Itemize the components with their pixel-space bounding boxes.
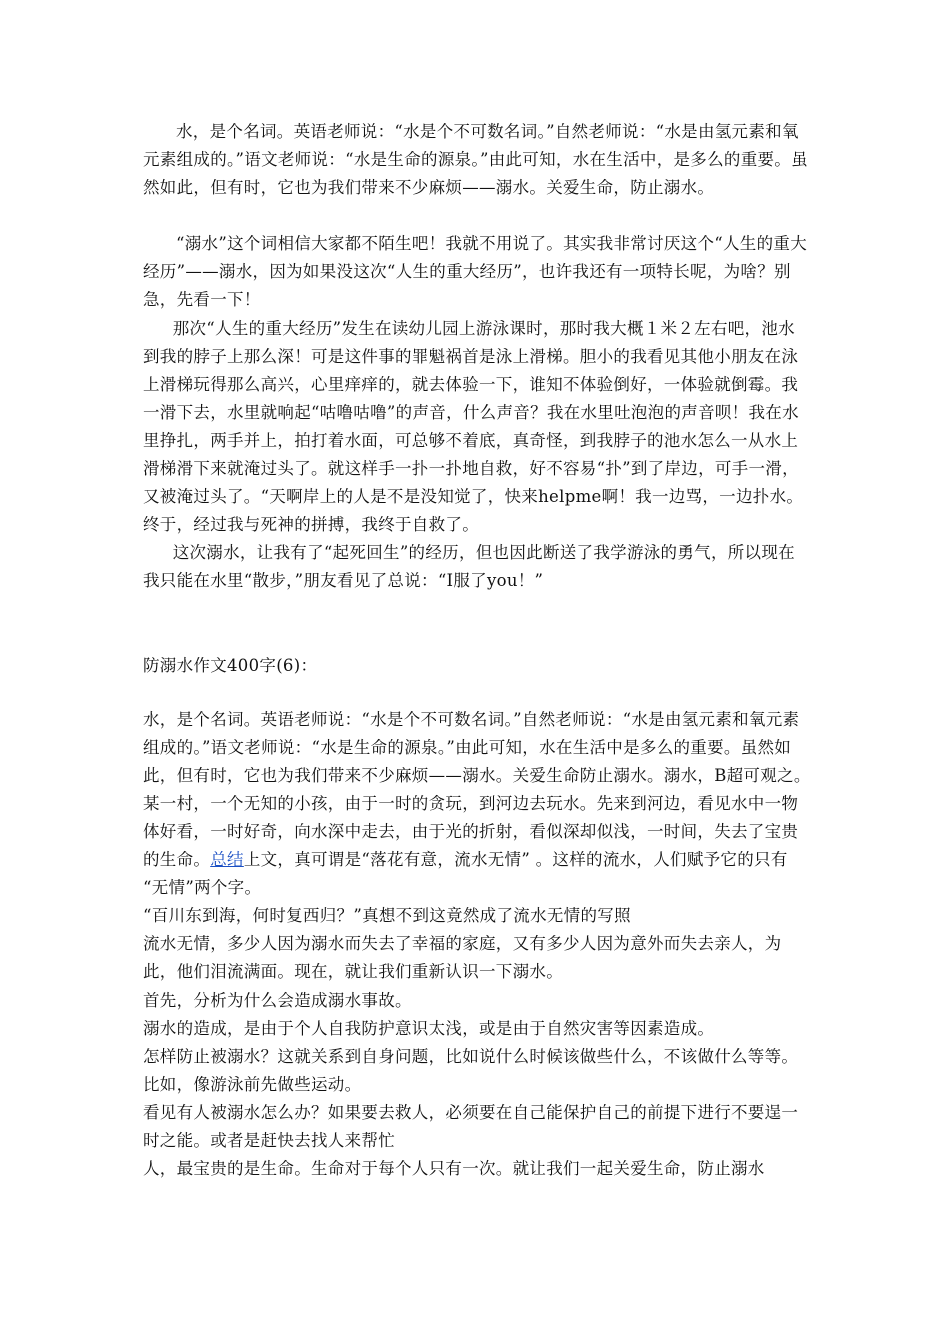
essay1-paragraph-1: 水，是个名词。英语老师说：“水是个不可数名词。”自然老师说：“水是由氢元素和氧元素组成的。”语文老师说：“水是生命的源泉。”由此可知，水在生活中，是多么的重要。虽然如此，但有时，它也为我们带来不少麻烦——溺水。关爱生命，防止溺水。 <box>143 122 808 198</box>
essay2-paragraph-4: 流水无情，多少人因为溺水而失去了幸福的家庭，又有多少人因为意外而失去亲人，为此，他们泪流满面。现在，就让我们重新认识一下溺水。 <box>143 934 782 982</box>
essay1-paragraph-2: “溺水”这个词相信大家都不陌生吧！我就不用说了。其实我非常讨厌这个“人生的重大经历”——溺水，因为如果没这次“人生的重大经历”，也许我还有一项特长呢，为啥？别急，先看一下！ <box>143 234 808 310</box>
document-page <box>143 118 811 1183</box>
essay2-paragraph-7: 怎样防止被溺水？这就关系到自身问题，比如说什么时候该做些什么，不该做什么等等。比如，像游泳前先做些运动。 <box>143 1046 799 1094</box>
essay2-paragraph-8: 看见有人被溺水怎么办？如果要去救人，必须要在自己能保护自己的前提下进行不要逞一时之能。或者是赶快去找人来帮忙 <box>143 1102 799 1150</box>
essay1-paragraph-3: 那次“人生的重大经历”发生在读幼儿园上游泳课时，那时我大概１米２左右吧，池水到我的脖子上那么深！可是这件事的罪魁祸首是泳上滑梯。胆小的我看见其他小朋友在泳上滑梯玩得那么高兴，心里痒痒的，就去体验一下，谁知不体验倒好，一体验就倒霉。我一滑下去，水里就响起“咕噜咕噜”的声音，什么声音？我在水里吐泡泡的声音呗！我在水里挣扎，两手并上，拍打着水面，可总够不着底，真奇怪，到我脖子的池水怎么一从水上滑梯滑下来就淹过头了。就这样手一扑一扑地自救，好不容易“扑”到了岸边，可手一滑，又被淹过头了。“天啊岸上的人是不是没知觉了，快来helpme啊！我一边骂，一边扑水。终于，经过我与死神的拼搏，我终于自救了。 <box>143 318 804 535</box>
summary-link[interactable]: 总结 <box>210 850 244 870</box>
essay2-paragraph-1: 水，是个名词。英语老师说：“水是个不可数名词。”自然老师说：“水是由氢元素和氧元素组成的。”语文老师说：“水是生命的源泉。”由此可知，水在生活中是多么的重要。虽然如此，但有时，它也为我们带来不少麻烦——溺水。关爱生命防止溺水。溺水，B超可观之。 <box>143 709 811 785</box>
paragraph-spacer <box>143 202 811 230</box>
essay2-paragraph-9: 人，最宝贵的是生命。生命对于每个人只有一次。就让我们一起关爱生命，防止溺水 <box>143 1159 765 1179</box>
essay2-paragraph-2 <box>143 790 811 902</box>
essay2-heading: 防溺水作文400字(6)： <box>143 655 318 675</box>
section-spacer <box>143 596 811 652</box>
essay2-paragraph-3: “百川东到海，何时复西归？”真想不到这竟然成了流水无情的写照 <box>143 906 631 926</box>
essay1-paragraph-4: 这次溺水，让我有了“起死回生”的经历，但也因此断送了我学游泳的勇气，所以现在我只能在水里“散步，”朋友看见了总说：“I服了you！” <box>143 543 795 591</box>
essay2-paragraph-2-part-1: 某一村，一个无知的小孩，由于一时的贪玩，到河边去玩水。先来到河边，看见水中一物体好看，一时好奇，向水深中走去，由于光的折射，看似深却似浅，一时间，失去了宝贵的生命。 <box>143 793 799 870</box>
essay2-paragraph-2-part-2: 上文，真可谓是“落花有意，流水无情” 。这样的流水，人们赋予它的只有 “无情”两个字。 <box>143 850 794 898</box>
heading-spacer <box>143 680 811 706</box>
essay2-paragraph-6: 溺水的造成，是由于个人自我防护意识太浅，或是由于自然灾害等因素造成。 <box>143 1018 715 1038</box>
essay2-paragraph-5: 首先，分析为什么会造成溺水事故。 <box>143 990 412 1010</box>
